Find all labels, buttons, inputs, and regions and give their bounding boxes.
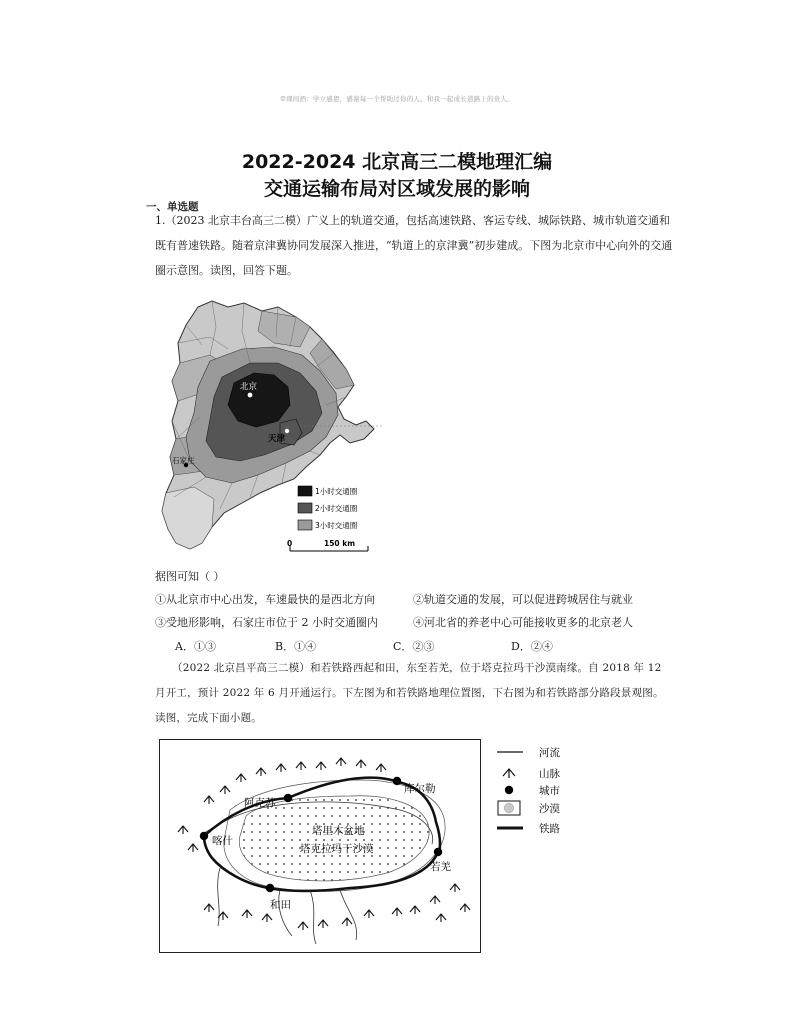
option-b[interactable]: B．①④ — [275, 640, 317, 653]
shijiazhuang-label: 石家庄 — [172, 456, 195, 465]
ruoqiang-city-dot — [434, 848, 442, 856]
legend-swatch-2h — [298, 503, 312, 513]
legend-mountain-label: 山脉 — [539, 768, 560, 780]
railway-map-drawing — [160, 740, 480, 952]
question2-line2: 月开工，预计 2022 年 6 月开通运行。下左图为和若铁路地理位置图，下右图为和若铁路部分路段景观图。 — [155, 687, 664, 699]
kuerle-city-dot — [393, 777, 401, 785]
kashi-city-dot — [200, 832, 208, 840]
page-title: 2022-2024 北京高三二模地理汇编 — [241, 151, 553, 173]
option-d[interactable]: D．②④ — [511, 640, 553, 653]
question1-line2: 既有普速铁路。随着京津冀协同发展深入推进，“轨道上的京津冀”初步建成。下图为北京市中心向外的交通 — [155, 239, 673, 252]
scale-label: 150 km — [324, 539, 356, 548]
beijing-transport-circle-map — [150, 297, 400, 559]
railway-map-legend — [495, 742, 595, 838]
header-note: ☺课间酒：学立感恩，感谢每一个帮助过你的人。和我一起成长道路上的贵人。 — [280, 95, 514, 103]
statement-2: ②轨道交通的发展，可以促进跨城居住与就业 — [413, 593, 633, 606]
question1-prompt: 据图可知（ ） — [155, 570, 225, 583]
ruoqiang-label: 若羌 — [430, 861, 451, 873]
hetian-city-dot — [266, 884, 274, 892]
tianjin-label: 天津 — [268, 434, 286, 444]
legend-city-icon — [505, 786, 513, 794]
legend-label-1h: 1小时交通圈 — [315, 487, 358, 496]
tianjin-city-dot — [285, 429, 289, 433]
legend-railway-label: 铁路 — [539, 823, 560, 835]
hetian-ruoqiang-railway-map — [159, 739, 481, 953]
scale-zero: 0 — [287, 539, 293, 548]
basin-label: 塔里木盆地 — [312, 825, 365, 837]
legend-city-label: 城市 — [539, 785, 560, 797]
question2-line3: 读图，完成下面小题。 — [155, 712, 262, 724]
page-subtitle: 交通运输布局对区域发展的影响 — [263, 178, 530, 200]
statement-1: ①从北京市中心出发，车速最快的是西北方向 — [155, 593, 375, 606]
option-c[interactable]: C．②③ — [393, 640, 435, 653]
option-a[interactable]: A．①③ — [175, 640, 216, 653]
kuerle-label: 库尔勒 — [404, 783, 436, 795]
question2-line1: （2022 北京昌平高三二模）和若铁路西起和田，东至若羌，位于塔克拉玛干沙漠南缘。自 2018 年 12 — [172, 662, 662, 674]
legend-mountain-icon — [503, 769, 515, 778]
statement-4: ④河北省的养老中心可能接收更多的北京老人 — [413, 616, 633, 629]
kashi-label: 喀什 — [212, 835, 233, 847]
hetian-label: 和田 — [270, 899, 291, 911]
legend-label-3h: 3小时交通圈 — [315, 521, 358, 530]
legend-swatch-3h — [298, 520, 312, 530]
beijing-city-dot — [248, 393, 253, 398]
akesu-city-dot — [284, 794, 292, 802]
desert-label: 塔克拉玛干沙漠 — [300, 843, 374, 855]
legend-river-label: 河流 — [539, 747, 560, 759]
question1-line3: 圈示意图。读图，回答下题。 — [155, 264, 298, 277]
section-heading: 一、单选题 — [146, 201, 199, 213]
legend-desert-label: 沙漠 — [539, 803, 560, 815]
statement-3: ③受地形影响，石家庄市位于 2 小时交通圈内 — [155, 616, 378, 629]
legend-swatch-1h — [298, 486, 312, 496]
akesu-label: 阿克苏 — [244, 797, 276, 809]
question1-line1: 1.（2023 北京丰台高三二模）广义上的轨道交通，包括高速铁路、客运专线、城际铁路、城市轨道交通和 — [155, 214, 670, 227]
beijing-label: 北京 — [240, 382, 258, 392]
legend-label-2h: 2小时交通圈 — [315, 504, 358, 513]
